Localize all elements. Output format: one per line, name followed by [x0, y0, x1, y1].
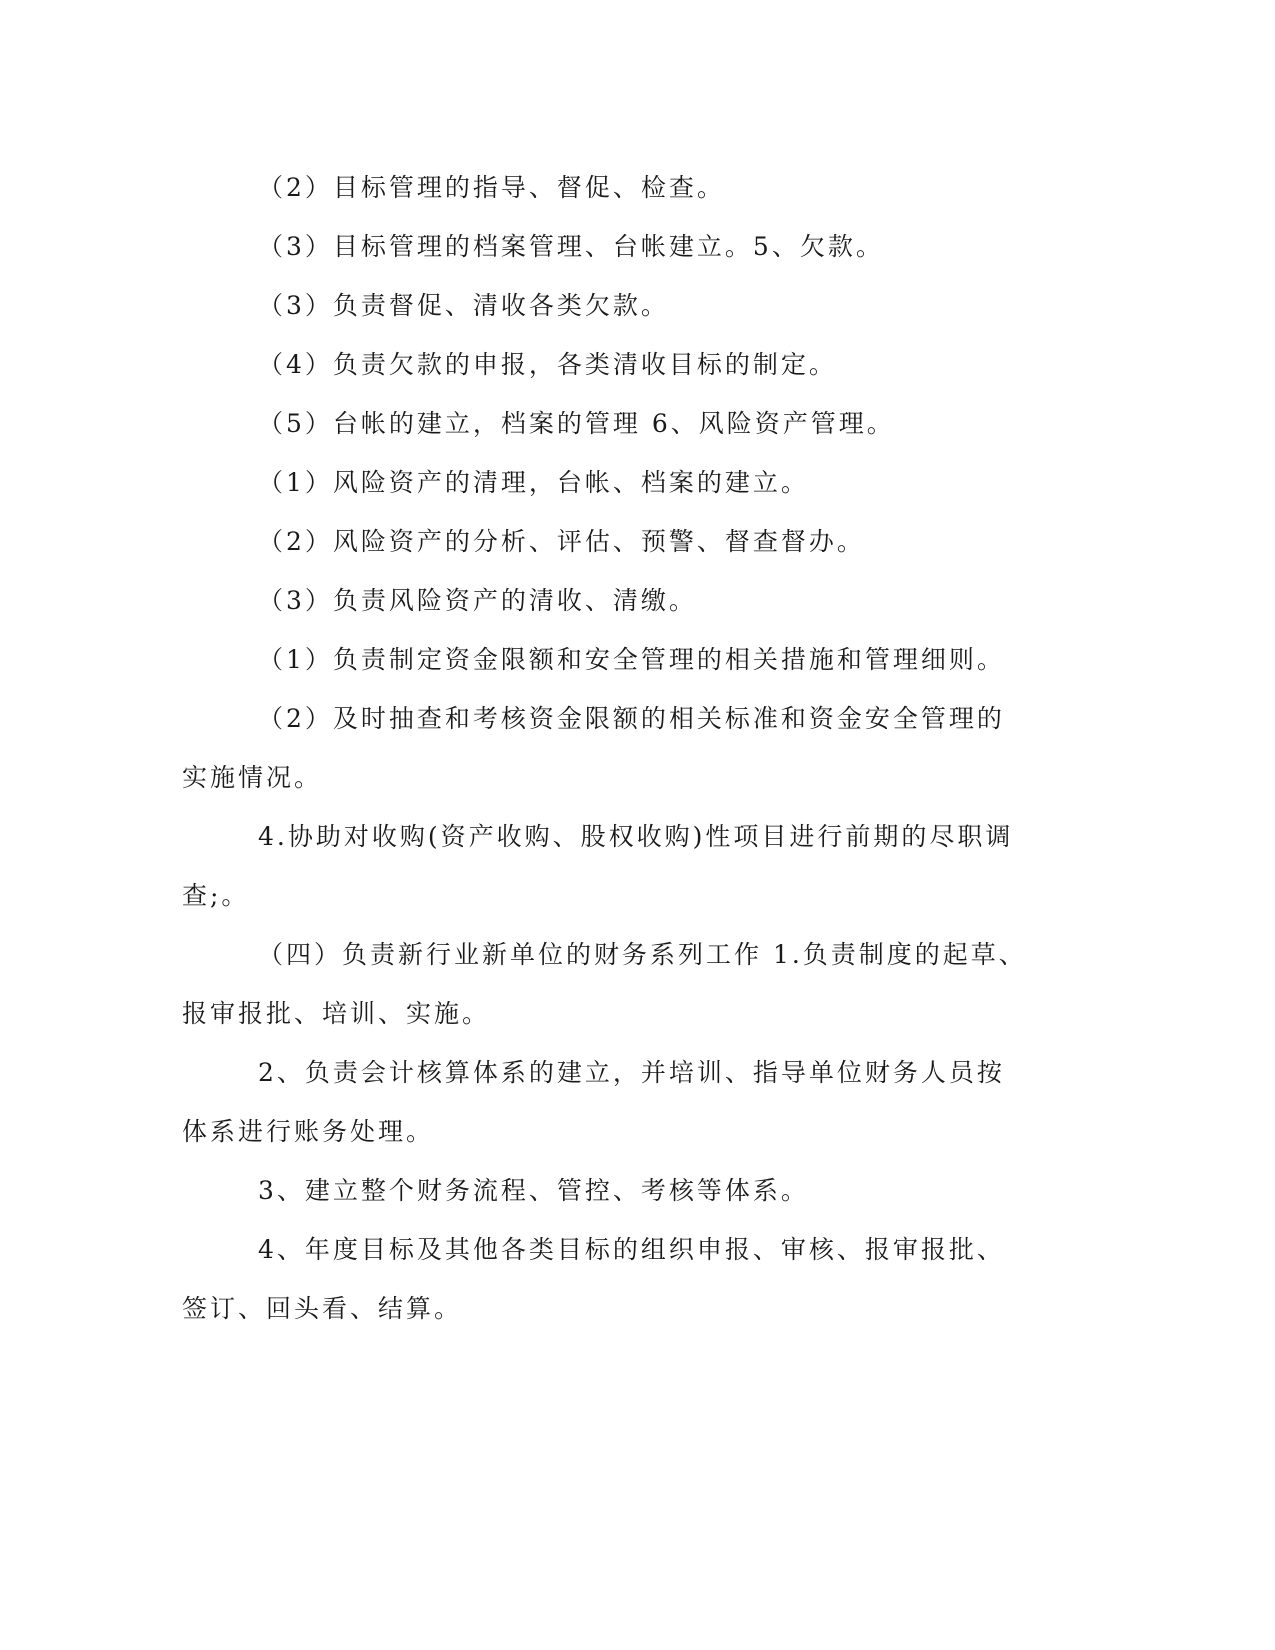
- paragraph: （2）目标管理的指导、督促、检查。: [258, 173, 725, 202]
- paragraph: （3）目标管理的档案管理、台帐建立。5、欠款。: [258, 232, 884, 261]
- paragraph: （2）风险资产的分析、评估、预警、督查督办。: [258, 527, 865, 556]
- paragraph: （四）负责新行业新单位的财务系列工作 1.负责制度的起草、报审报批、培训、实施。: [182, 940, 1027, 1028]
- paragraph: 4、年度目标及其他各类目标的组织申报、审核、报审报批、签订、回头看、结算。: [182, 1235, 1005, 1323]
- document-body: [182, 158, 1032, 1338]
- paragraph: （5）台帐的建立，档案的管理 6、风险资产管理。: [258, 409, 895, 438]
- paragraph: 2、负责会计核算体系的建立，并培训、指导单位财务人员按体系进行账务处理。: [182, 1058, 1005, 1146]
- paragraph: 4.协助对收购(资产收购、股权收购)性项目进行前期的尽职调查;。: [182, 822, 1014, 910]
- paragraph: （3）负责督促、清收各类欠款。: [258, 291, 669, 320]
- paragraph: （3）负责风险资产的清收、清缴。: [258, 586, 697, 615]
- paragraph: 3、建立整个财务流程、管控、考核等体系。: [258, 1176, 809, 1205]
- paragraph: （1）风险资产的清理，台帐、档案的建立。: [258, 468, 809, 497]
- paragraph: （1）负责制定资金限额和安全管理的相关措施和管理细则。: [258, 645, 1005, 674]
- paragraph: （2）及时抽查和考核资金限额的相关标准和资金安全管理的实施情况。: [182, 704, 1005, 792]
- paragraph: （4）负责欠款的申报，各类清收目标的制定。: [258, 350, 837, 379]
